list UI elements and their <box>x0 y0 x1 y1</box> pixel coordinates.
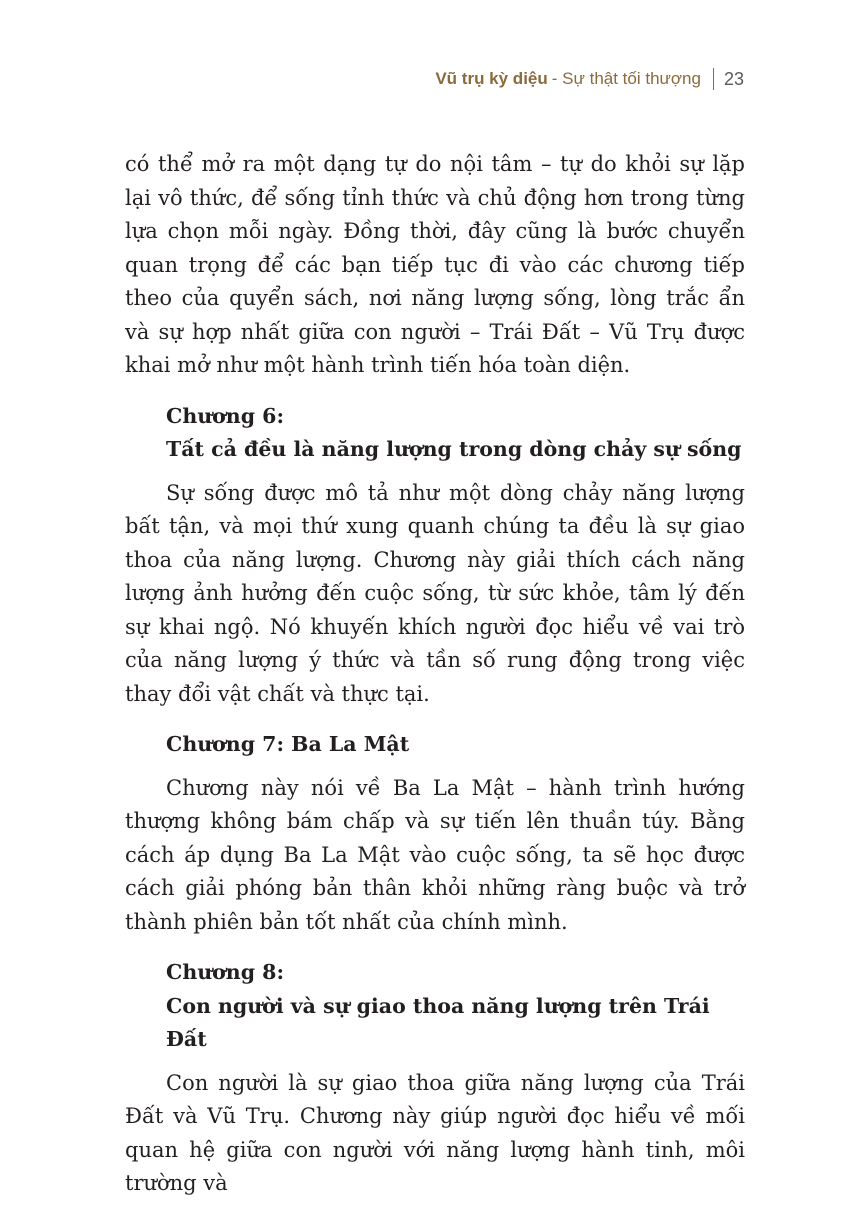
chapter-6-label: Chương 6: <box>166 403 285 428</box>
chapter-7-heading: Chương 7: Ba La Mật <box>166 732 410 756</box>
page-content <box>125 148 745 1201</box>
chapter-8-title: Con người và sự giao thoa năng lượng trên Trái Đất <box>166 993 710 1051</box>
chapter-8-label: Chương 8: <box>166 960 285 984</box>
intro-paragraph: có thể mở ra một dạng tự do nội tâm – tự do khỏi sự lặp lại vô thức, để sống tỉnh thức và chủ động hơn trong từng lựa chọn mỗi ngày. Đồng thời, đây cũng là bước chuyển quan trọng để các bạn tiếp tục đi vào các chương tiếp theo của quyển sách, nơi năng lượng sống, lòng trắc ẩn và sự hợp nhất giữa con người – Trái Đất – Vũ Trụ được khai mở như một hành trình tiến hóa toàn diện. <box>125 152 745 377</box>
chapter-7-paragraph: Chương này nói về Ba La Mật – hành trình hướng thượng không bám chấp và sự tiến lên thuần túy. Bằng cách áp dụng Ba La Mật vào cuộc sống, ta sẽ học được cách giải phóng bản thân khỏi những ràng buộc và trở thành phiên bản tốt nhất của chính mình. <box>125 775 745 934</box>
running-header <box>435 66 744 92</box>
book-title: Vũ trụ kỳ diệu <box>435 69 548 88</box>
chapter-6-paragraph: Sự sống được mô tả như một dòng chảy năng lượng bất tận, và mọi thứ xung quanh chúng ta đều là sự giao thoa của năng lượng. Chương này giải thích cách năng lượng ảnh hưởng đến cuộc sống, từ sức khỏe, tâm lý đến sự khai ngộ. Nó khuyến khích người đọc hiểu về vai trò của năng lượng ý thức và tần số rung động trong việc thay đổi vật chất và thực tại. <box>125 480 745 706</box>
page-number: 23 <box>723 68 744 89</box>
header-divider <box>713 68 714 90</box>
chapter-6-title: Tất cả đều là năng lượng trong dòng chảy sự sống <box>166 437 742 461</box>
chapter-8-paragraph: Con người là sự giao thoa giữa năng lượng của Trái Đất và Vũ Trụ. Chương này giúp người đọc hiểu về mối quan hệ giữa con người với năng lượng hành tinh, môi trường và <box>125 1070 745 1195</box>
book-subtitle: - Sự thật tối thượng <box>551 69 701 88</box>
